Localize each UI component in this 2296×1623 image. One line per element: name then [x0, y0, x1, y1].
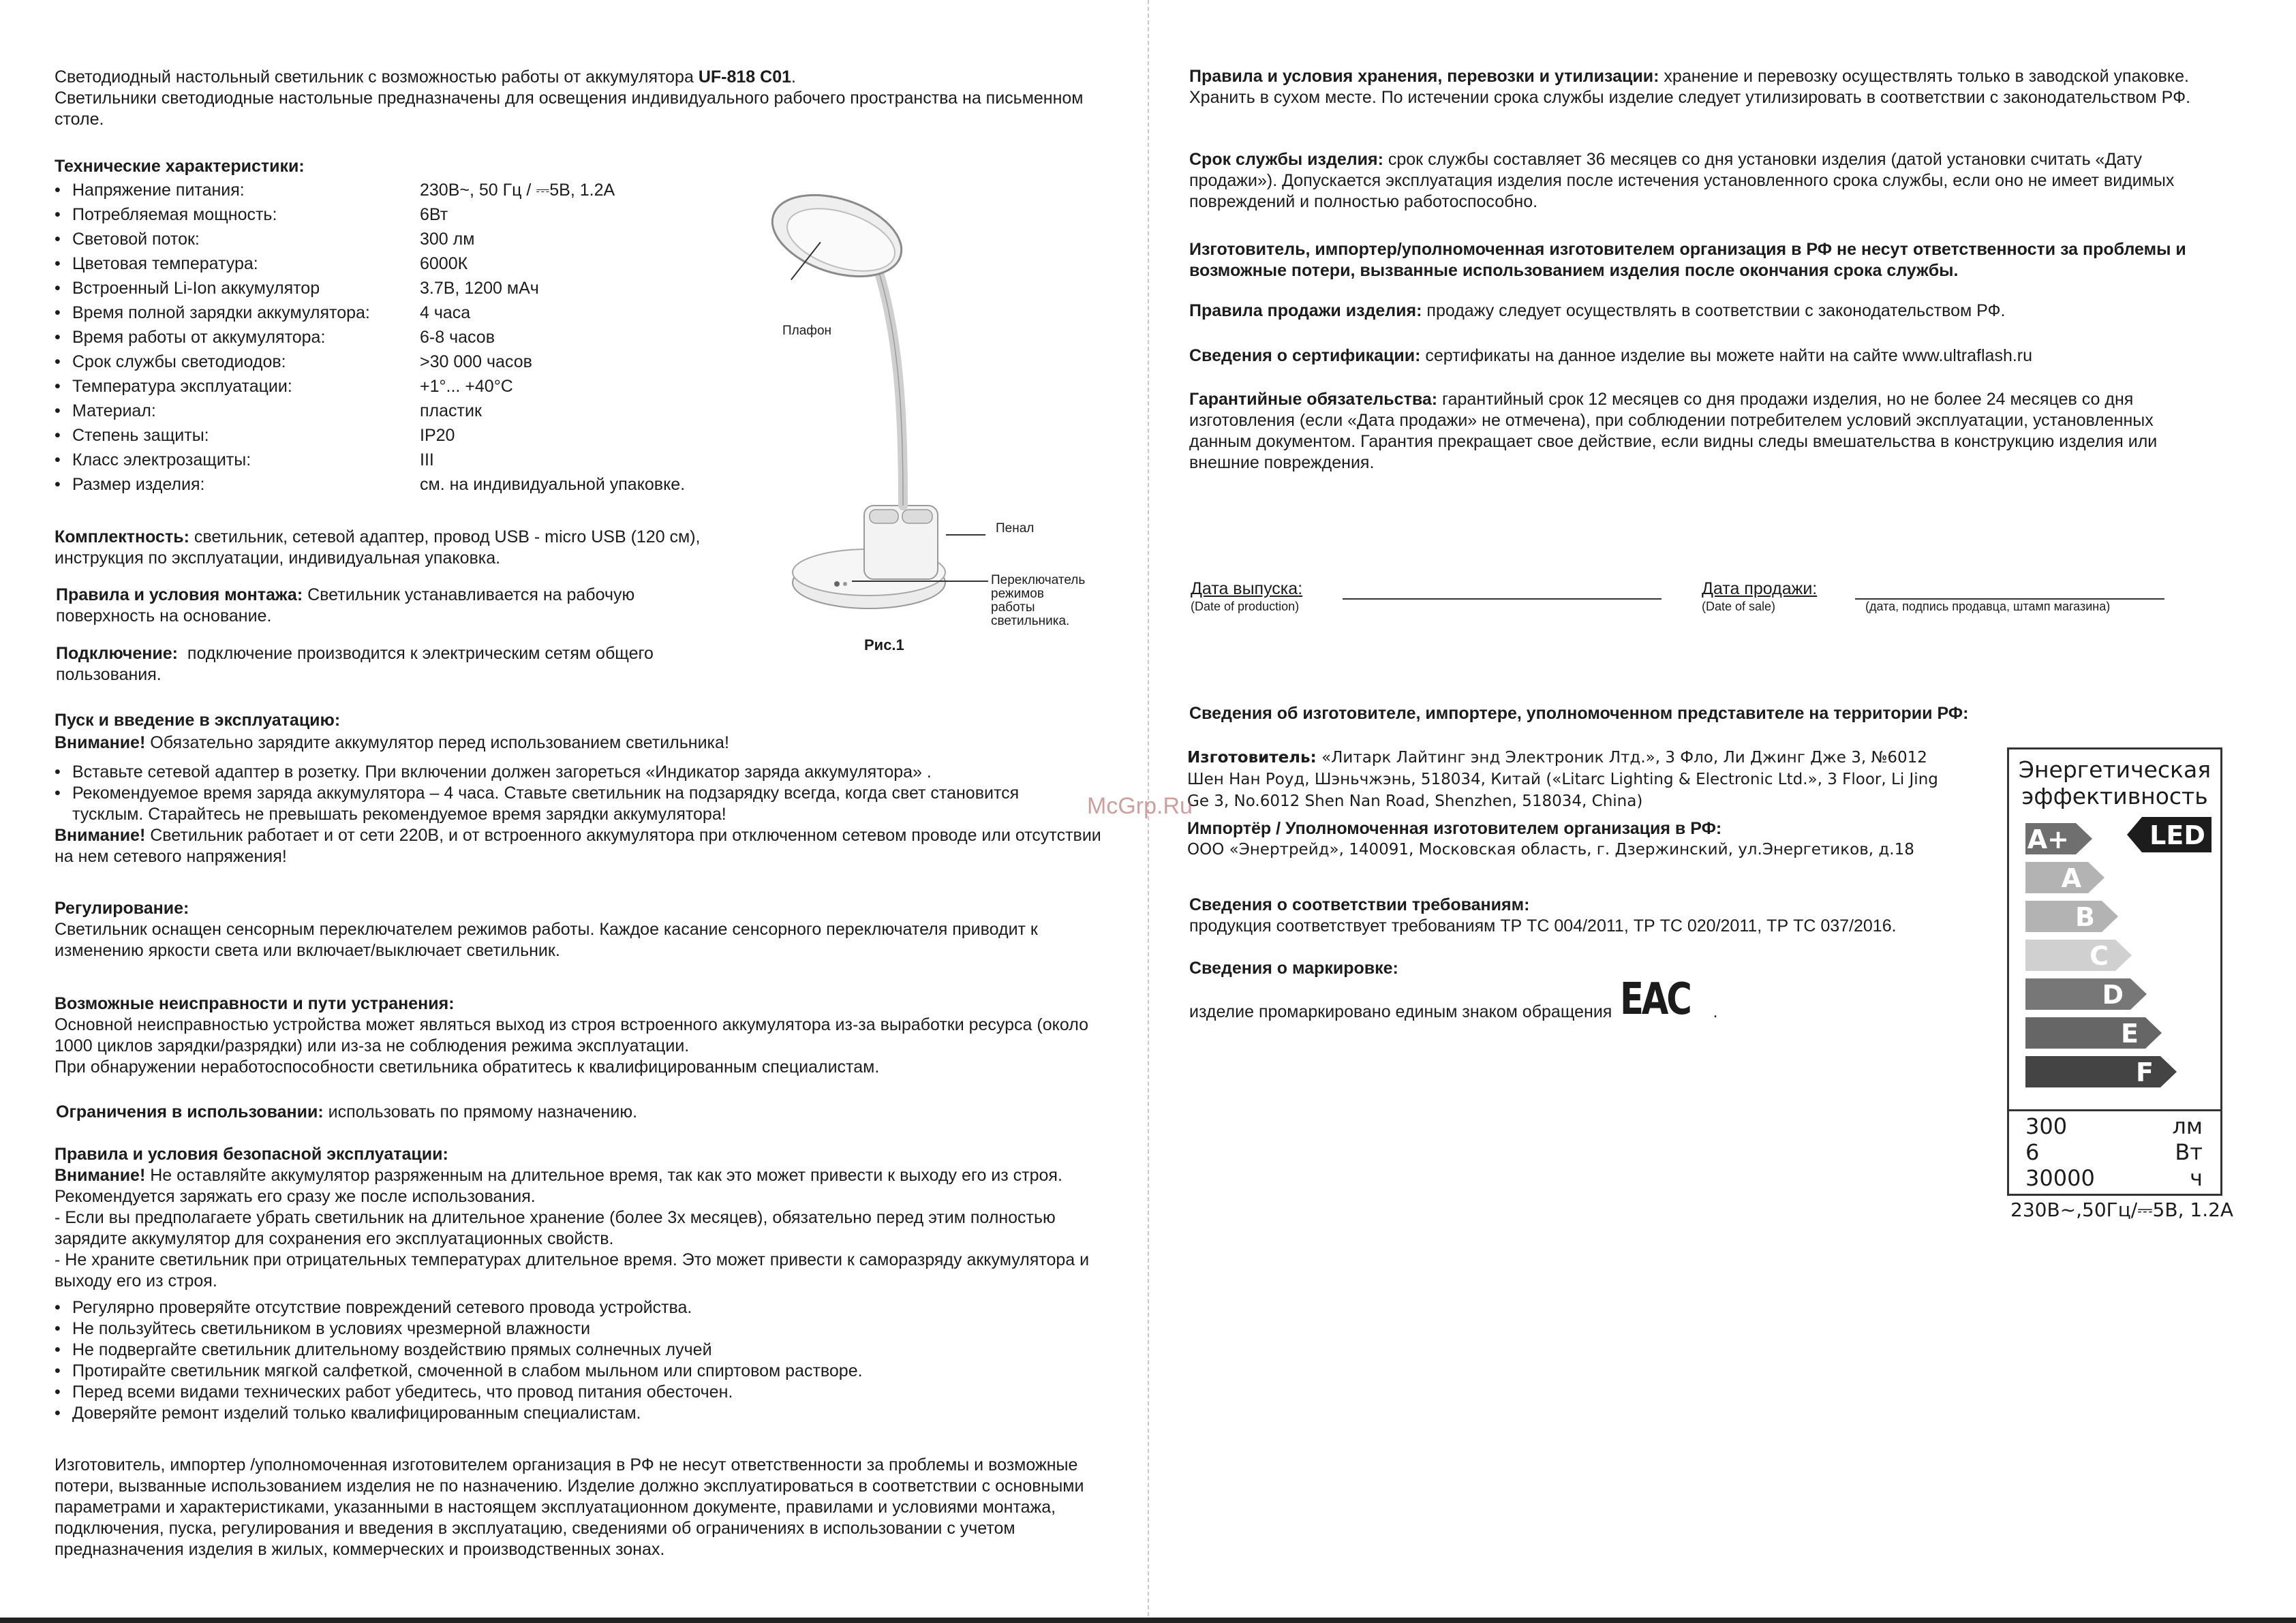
list-item: • Доверяйте ремонт изделий только квалифицированным специалистам.: [55, 1403, 1118, 1424]
safety-dash2: - Не храните светильник при отрицательных температурах длительное время. Это может привести к саморазряду аккумулятора и выходу его из строя.: [55, 1250, 1090, 1290]
mounting-title: Правила и условия монтажа:: [56, 585, 303, 604]
spec-value: IP20: [420, 426, 455, 445]
limits-title: Ограничения в использовании:: [56, 1102, 324, 1122]
specs-list: [55, 180, 736, 499]
startup-warning-label: Внимание!: [55, 733, 146, 752]
spec-value: III: [420, 450, 434, 469]
spec-value: 230В~, 50 Гц / ⎓5В, 1.2А: [420, 181, 615, 200]
sale-section: [1189, 300, 2211, 322]
list-item: • Перед всеми видами технических работ убедитесь, что провод питания обесточен.: [55, 1382, 1118, 1403]
specs-section: [55, 156, 736, 499]
startup-section: [55, 710, 1118, 867]
compliance-section: [1189, 895, 2007, 937]
compliance-text: продукция соответствует требованиям ТР ТС 004/2011, ТР ТС 020/2011, ТР ТС 037/2016.: [1189, 916, 1897, 936]
startup-warning-text: Обязательно зарядите аккумулятор перед использованием светильника!: [150, 733, 729, 752]
spec-value: 6000К: [420, 254, 468, 273]
lamp-illustration: [763, 191, 981, 627]
certification-title: Сведения о сертификации:: [1189, 346, 1421, 365]
spec-value: >30 000 часов: [420, 352, 532, 371]
svg-text:A+: A+: [2027, 824, 2069, 854]
spec-label: • Встроенный Li-Ion аккумулятор: [55, 278, 420, 303]
storage-title: Правила и условия хранения, перевозки и утилизации:: [1189, 67, 1659, 86]
list-item: • Регулярно проверяйте отсутствие повреждений сетевого провода устройства.: [55, 1297, 1118, 1318]
spec-row: [55, 327, 736, 352]
faults-text2: При обнаружении неработоспособности светильника обратитесь к квалифицированным специалистам.: [55, 1057, 880, 1077]
compliance-title: Сведения о соответствии требованиям:: [1189, 895, 1530, 914]
lifetime-title: Срок службы изделия:: [1189, 150, 1383, 169]
maker-text: «Литарк Лайтинг энд Электроник Лтд.», 3 Фло, Ли Джинг Дже 3, №6012 Шен Нан Роуд, Шэньчжэнь, 518034, Китай («Litarc Lighting & Electronic Ltd.», 3 Floor, Li Jing Ge 3, No.6012 Shen Nan Road, Shenzhen, 518034, China): [1187, 749, 1938, 810]
spec-row: [55, 303, 736, 327]
list-item: • Протирайте светильник мягкой салфеткой, смоченной в слабом мыльном или спиртовом растворе.: [55, 1361, 1118, 1382]
liability-section: [1189, 239, 2211, 281]
marking-section: Сведения о маркировке: изделие промаркировано единым знаком обращения ЕАС .: [1189, 959, 1718, 1025]
flux-value: 300: [2025, 1113, 2068, 1139]
safety-section: [55, 1144, 1118, 1424]
intro-block: Светодиодный настольный светильник с возможностью работы от аккумулятора UF-818 C01. Светильники светодиодные настольные предназначены для освещения индивидуального рабочего пространства на письменном столе.: [55, 67, 1084, 129]
svg-text:F: F: [2136, 1057, 2154, 1087]
regulation-section: [55, 898, 1118, 961]
spec-row: [55, 352, 736, 376]
faults-text: Основной неисправностью устройства может являться выход из строя встроенного аккумулятора из-за выработки ресурса (около 1000 циклов зарядки/разрядки) или из-за не соблюдения режима эксплуатации.: [55, 1015, 1088, 1055]
energy-class-e: [2025, 1017, 2163, 1049]
connection-title: Подключение:: [56, 644, 178, 663]
spec-value: пластик: [420, 401, 482, 420]
sale-title: Правила продажи изделия:: [1189, 301, 1422, 320]
maker-block: [1187, 747, 1950, 812]
svg-text:C: C: [2090, 941, 2109, 971]
marking-title: Сведения о маркировке:: [1189, 959, 1398, 978]
svg-text:A: A: [2061, 863, 2081, 893]
spec-value: 6Вт: [420, 205, 448, 224]
spec-value: см. на индивидуальной упаковке.: [420, 475, 686, 494]
production-date-sub: (Date of production): [1191, 600, 1300, 613]
safety-dash1: - Если вы предполагаете убрать светильник на длительное хранение (более 3х месяцев), обязательно перед этим полностью зарядите аккумулятор для сохранения его эксплуатационных свойств.: [55, 1208, 1056, 1248]
energy-label: [2007, 747, 2222, 1196]
warranty-section: [1189, 389, 2211, 474]
sale-date-hint: (дата, подпись продавца, штамп магазина): [1865, 600, 2111, 613]
spec-value: +1°... +40°С: [420, 377, 513, 396]
importer-block: [1187, 818, 2005, 861]
limits-text: использовать по прямому назначению.: [328, 1102, 638, 1122]
production-date-line: [1343, 598, 1662, 600]
svg-text:B: B: [2075, 902, 2095, 932]
spec-label: • Степень защиты:: [55, 425, 420, 450]
storage-section: [1189, 66, 2225, 108]
spec-label: • Напряжение питания:: [55, 180, 420, 204]
startup-bullets: [55, 762, 1104, 825]
spec-value: 6-8 часов: [420, 328, 495, 347]
connection-section: [56, 643, 744, 685]
connection-text: подключение производится к электрическим сетям общего пользования.: [56, 644, 654, 684]
startup-warning2-text: Светильник работает и от сети 220В, и от встроенного аккумулятора при отключенном сетевом проводе или отсутствии на нем сетевого напряжения!: [55, 826, 1101, 866]
spec-row: [55, 450, 736, 474]
certification-section: [1189, 345, 2211, 367]
energy-class-d: [2025, 978, 2148, 1010]
spec-row: [55, 425, 736, 450]
spec-label: • Размер изделия:: [55, 474, 420, 499]
spec-label: • Цветовая температура:: [55, 253, 420, 278]
regulation-title: Регулирование:: [55, 899, 189, 918]
bottom-border: [0, 1618, 2296, 1623]
energy-values: [2025, 1113, 2203, 1191]
intro-description: Светильники светодиодные настольные предназначены для освещения индивидуального рабочего пространства на письменном столе.: [55, 89, 1084, 129]
watermark: McGrp.Ru: [1087, 793, 1193, 819]
life-value: 30000: [2025, 1165, 2095, 1191]
certification-text: сертификаты на данное изделие вы можете найти на сайте www.ultraflash.ru: [1425, 346, 2033, 365]
energy-class-a: [2025, 862, 2106, 893]
importer-text: ООО «Энертрейд», 140091, Московская область, г. Дзержинский, ул.Энергетиков, д.18: [1187, 841, 1914, 859]
spec-label: • Класс электрозащиты:: [55, 450, 420, 474]
spec-row: [55, 401, 736, 425]
spec-label: • Световой поток:: [55, 229, 420, 253]
faults-title: Возможные неисправности и пути устранения:: [55, 994, 455, 1013]
safety-title: Правила и условия безопасной эксплуатации:: [55, 1145, 448, 1164]
power-unit: Вт: [2175, 1139, 2203, 1165]
maker-label: Изготовитель:: [1187, 749, 1317, 767]
led-badge-icon: [2127, 817, 2213, 852]
spec-row: [55, 204, 736, 229]
eac-mark-icon: ЕАС: [1620, 974, 1690, 1025]
safety-bullets: [55, 1297, 1118, 1424]
energy-title: Энергетическая эффективность: [2018, 756, 2211, 809]
lifetime-section: [1189, 149, 2211, 213]
spec-label: • Потребляемая мощность:: [55, 204, 420, 229]
safety-warning-text: Не оставляйте аккумулятор разряженным на длительное время, так как это может привести к выходу его из строя. Рекомендуется заряжать его сразу же после использования.: [55, 1166, 1062, 1206]
kit-text: светильник, сетевой адаптер, провод USB - micro USB (120 см), инструкция по эксплуатации, индивидуальная упаковка.: [55, 527, 701, 568]
list-item: • Не пользуйтесь светильником в условиях чрезмерной влажности: [55, 1318, 1118, 1340]
label-plafon: Плафон: [782, 324, 832, 338]
warranty-title: Гарантийные обязательства:: [1189, 390, 1438, 409]
spec-row: [55, 474, 736, 499]
startup-warning2-label: Внимание!: [55, 826, 146, 845]
startup-title: Пуск и введение в эксплуатацию:: [55, 711, 341, 730]
liability-text: Изготовитель, импортер/уполномоченная изготовителем организация в РФ не несут ответственности за проблемы и возможные потери, вызванные использованием изделия после окончания срока службы.: [1189, 240, 2186, 280]
model-name: UF-818 C01: [698, 67, 791, 87]
label-switch: Переключатель режимов работы светильника.: [991, 573, 1086, 628]
spec-row: [55, 278, 736, 303]
svg-text:D: D: [2102, 980, 2124, 1010]
spec-value: 4 часа: [420, 303, 471, 322]
importer-label: Импортёр / Уполномоченная изготовителем организация в РФ:: [1187, 819, 1722, 838]
spec-value: 300 лм: [420, 230, 475, 249]
label-penal: Пенал: [996, 521, 1035, 536]
figure-caption: Рис.1: [864, 636, 904, 653]
energy-class-c: [2025, 940, 2133, 971]
lifetime-text: срок службы составляет 36 месяцев со дня установки изделия (датой установки считать «Дату продажи»). Допускается эксплуатация изделия после истечения установленного срока службы, если оно не имеет видимых повреждений и полностью работоспособно.: [1189, 150, 2175, 211]
sale-text: продажу следует осуществлять в соответствии с законодательством РФ.: [1426, 301, 2006, 320]
spec-label: • Срок службы светодиодов:: [55, 352, 420, 376]
specs-title: Технические характеристики:: [55, 157, 305, 176]
regulation-text: Светильник оснащен сенсорным переключателем режимов работы. Каждое касание сенсорного переключателя приводит к изменению яркости света или включает/выключает светильник.: [55, 920, 1038, 960]
spec-label: • Время полной зарядки аккумулятора:: [55, 303, 420, 327]
safety-warning-label: Внимание!: [55, 1166, 146, 1185]
life-unit: ч: [2190, 1165, 2203, 1191]
spec-label: • Температура эксплуатации:: [55, 376, 420, 401]
production-date-label: Дата выпуска:: [1191, 579, 1303, 598]
spec-label: • Время работы от аккумулятора:: [55, 327, 420, 352]
sale-date-label: Дата продажи:: [1702, 579, 1818, 598]
manufacturer-info-title: Сведения об изготовителе, импортере, уполномоченном представителе на территории РФ:: [1189, 704, 1969, 723]
disclaimer: Изготовитель, импортер /уполномоченная изготовителем организация в РФ не несут ответственности за проблемы и возможные потери, вызванные использованием изделия не по назначению. Изделие должно эксплуатироваться в соответствии с основными параметрами и характеристиками, указанными в настоящем эксплуатационном документе, правилами и условиями монтажа, подключения, пуска, регулирования и введения в эксплуатацию, сведениями об ограничениях в использовании с учетом предназначения изделия в жилых, коммерческих и производственных зонах.: [55, 1455, 1084, 1559]
limits-section: [56, 1102, 1078, 1123]
kit-section: [55, 527, 777, 569]
storage-text: хранение и перевозку осуществлять только в заводской упаковке. Хранить в сухом месте. По истечении срока службы изделие следует утилизировать в соответствии с законодательством РФ.: [1189, 67, 2191, 107]
flux-unit: лм: [2172, 1113, 2203, 1139]
penal-leader: [946, 534, 985, 536]
power-value: 6: [2025, 1139, 2040, 1165]
marking-text: изделие промаркировано единым знаком обращения: [1189, 1002, 1612, 1021]
spec-label: • Материал:: [55, 401, 420, 425]
spec-value: 3.7В, 1200 мАч: [420, 279, 539, 298]
list-item: • Рекомендуемое время заряда аккумулятора – 4 часа. Ставьте светильник на подзарядку всегда, когда свет становится тусклым. Старайтесь не превышать рекомендуемое время зарядки аккумулятора!: [55, 783, 1095, 825]
spec-row: [55, 376, 736, 401]
spec-row: [55, 229, 736, 253]
energy-class-aplus: [2025, 823, 2094, 854]
warranty-text: гарантийный срок 12 месяцев со дня продажи изделия, но не более 24 месяцев со дня изготовления (если «Дата продажи» не отмечена), при соблюдении потребителем условий эксплуатации, установленных данным документом. Гарантия прекращает свое действие, если видны следы вмешательства в конструкцию изделия или внешние повреждения.: [1189, 390, 2158, 472]
intro-prefix: Светодиодный настольный светильник с возможностью работы от аккумулятора: [55, 67, 694, 87]
mounting-section: [56, 585, 724, 627]
list-item: • Не подвергайте светильник длительному воздействию прямых солнечных лучей: [55, 1340, 1118, 1361]
svg-text:E: E: [2121, 1019, 2139, 1049]
faults-section: [55, 993, 1118, 1078]
energy-class-f: [2025, 1056, 2178, 1087]
switch-leader: [852, 581, 988, 582]
list-item: • Вставьте сетевой адаптер в розетку. При включении должен загореться «Индикатор заряда аккумулятора» .: [55, 762, 1104, 783]
mounting-text: Светильник устанавливается на рабочую поверхность на основание.: [56, 585, 635, 625]
svg-text:LED: LED: [2149, 820, 2205, 850]
spec-row: [55, 180, 736, 204]
energy-footer: 230В~,50Гц/⎓5В, 1.2А: [2010, 1199, 2234, 1221]
energy-class-b: [2025, 901, 2119, 932]
spec-row: [55, 253, 736, 278]
kit-title: Комплектность:: [55, 527, 189, 546]
sale-date-sub: (Date of sale): [1702, 600, 1776, 613]
